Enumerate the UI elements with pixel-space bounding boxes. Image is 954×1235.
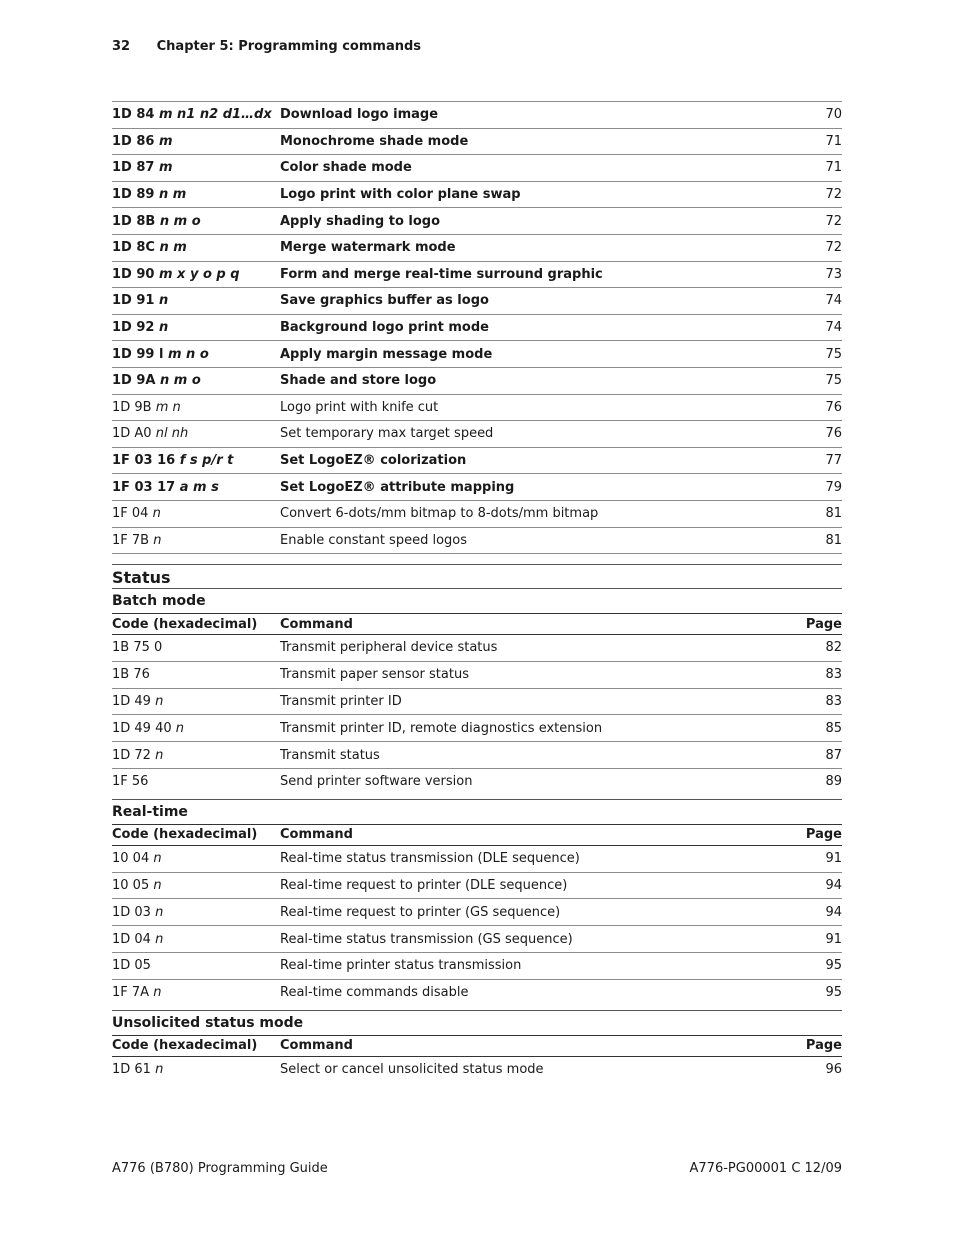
command-name: Real-time status transmission (DLE sequence)	[280, 851, 580, 867]
page-ref: 83	[785, 661, 842, 688]
table-row	[112, 208, 842, 235]
page-ref: 72	[815, 234, 842, 261]
table-row	[112, 261, 842, 288]
col-command-header: Command	[280, 824, 782, 845]
table-row	[112, 447, 842, 474]
page-ref: 75	[815, 367, 842, 394]
command-name: Transmit peripheral device status	[280, 640, 498, 656]
command-name: Real-time request to printer (GS sequence)	[280, 899, 782, 926]
table-row	[112, 926, 842, 953]
command-code	[112, 208, 280, 235]
table-row	[112, 979, 842, 1005]
command-code	[112, 769, 280, 795]
page-content	[112, 101, 842, 1086]
code-arguments: n	[155, 904, 164, 920]
command-code	[112, 742, 280, 769]
code-arguments: n	[153, 878, 162, 894]
table-row	[112, 953, 842, 980]
page-ref: 72	[815, 181, 842, 208]
hex-code: 1D 91	[112, 293, 155, 309]
hex-code: 1D A0	[112, 426, 152, 442]
command-name: Convert 6-dots/mm bitmap to 8-dots/mm bitmap	[280, 500, 815, 527]
hex-code: 1F 7A	[112, 985, 150, 1001]
code-arguments: n	[153, 985, 162, 1001]
page-ref: 73	[815, 261, 842, 288]
hex-code: 1D 49 40	[112, 720, 172, 736]
page-ref: 94	[782, 899, 842, 926]
code-arguments: m x y o p q	[158, 266, 240, 282]
code-arguments: m	[158, 160, 173, 176]
code-arguments: n m o	[160, 373, 201, 389]
hex-code: 1F 7B	[112, 532, 150, 548]
hex-code: 1B 76	[112, 667, 150, 683]
hex-code: 1D 89	[112, 187, 155, 203]
command-name: Transmit printer ID, remote diagnostics extension	[280, 715, 785, 742]
code-arguments: m n	[155, 399, 181, 415]
hex-code: 1D 9B	[112, 399, 152, 415]
code-arguments: n m	[159, 240, 187, 256]
page-ref: 77	[815, 447, 842, 474]
command-name: Send printer software version	[280, 769, 785, 795]
page-ref: 70	[815, 102, 842, 129]
command-code	[112, 926, 280, 953]
page-ref: 76	[815, 421, 842, 448]
command-name: Apply margin message mode	[280, 341, 815, 368]
command-name: Apply shading to logo	[280, 208, 815, 235]
hex-code: 1D 04	[112, 931, 151, 947]
table-row	[112, 341, 842, 368]
col-page-header: Page	[782, 824, 842, 845]
command-code	[112, 500, 280, 527]
code-arguments: m	[158, 133, 173, 149]
code-arguments: n	[175, 720, 185, 736]
hex-code: 1D 87	[112, 160, 155, 176]
page-ref: 75	[815, 341, 842, 368]
command-code	[112, 288, 280, 315]
command-code	[112, 872, 280, 899]
page-ref: 82	[825, 640, 842, 656]
col-page-header: Page	[785, 614, 842, 635]
page-ref: 81	[815, 527, 842, 554]
col-code-header: Code (hexadecimal)	[112, 614, 280, 635]
command-name: Download logo image	[280, 102, 815, 129]
table-row	[112, 128, 842, 155]
command-code	[112, 261, 280, 288]
page-ref: 72	[815, 208, 842, 235]
command-name: Real-time request to printer (DLE sequence)	[280, 872, 782, 899]
command-name: Color shade mode	[280, 155, 815, 182]
code-arguments: m n o	[167, 346, 209, 362]
code-arguments: n	[153, 851, 162, 867]
page-ref: 76	[815, 394, 842, 421]
table-row	[112, 688, 842, 715]
table-row	[112, 769, 842, 795]
table-row	[112, 155, 842, 182]
command-code	[112, 899, 280, 926]
col-code-header: Code (hexadecimal)	[112, 1035, 280, 1056]
command-code	[112, 688, 280, 715]
command-name: Transmit status	[280, 742, 785, 769]
command-name: Real-time printer status transmission	[280, 953, 782, 980]
command-code	[112, 367, 280, 394]
page-ref: 91	[782, 926, 842, 953]
command-code	[112, 314, 280, 341]
command-name: Set LogoEZ® attribute mapping	[280, 474, 815, 501]
hex-code: 1D 61	[112, 1062, 151, 1078]
table-row	[112, 527, 842, 554]
command-code	[112, 341, 280, 368]
hex-code: 1F 03 17	[112, 479, 176, 495]
hex-code: 1D 05	[112, 958, 151, 974]
page-header	[112, 39, 421, 54]
command-code	[112, 1056, 280, 1082]
unsolicited-status-title: Unsolicited status mode	[112, 1010, 842, 1035]
col-command-header: Command	[280, 1035, 774, 1056]
status-section-title: Status	[112, 564, 842, 588]
page-ref: 71	[815, 155, 842, 182]
command-name: Logo print with knife cut	[280, 394, 815, 421]
hex-code: 1D 86	[112, 133, 155, 149]
table-row	[112, 394, 842, 421]
page-ref: 91	[825, 851, 842, 867]
command-code	[112, 527, 280, 554]
page-ref: 85	[785, 715, 842, 742]
col-code-header: Code (hexadecimal)	[112, 824, 280, 845]
command-name: Merge watermark mode	[280, 234, 815, 261]
command-name: Background logo print mode	[280, 314, 815, 341]
page-ref: 95	[782, 953, 842, 980]
code-arguments: n	[153, 532, 162, 548]
hex-code: 1F 04	[112, 506, 149, 522]
table-row	[112, 234, 842, 261]
hex-code: 1D 8C	[112, 240, 155, 256]
code-arguments: n m	[158, 187, 187, 203]
command-code	[112, 394, 280, 421]
hex-code: 1F 03 16	[112, 453, 176, 469]
command-name: Transmit printer ID	[280, 688, 785, 715]
code-arguments: n	[155, 931, 164, 947]
table-row	[112, 872, 842, 899]
command-name: Monochrome shade mode	[280, 128, 815, 155]
footer-guide-title: A776 (B780) Programming Guide	[112, 1161, 328, 1176]
command-code	[112, 181, 280, 208]
table-row	[112, 421, 842, 448]
hex-code: 1D 92	[112, 320, 159, 336]
page-number: 32	[112, 39, 131, 54]
table-row	[112, 715, 842, 742]
logo-commands-table	[112, 101, 842, 554]
command-name: Logo print with color plane swap	[280, 181, 815, 208]
command-name: Set temporary max target speed	[280, 421, 815, 448]
command-code	[112, 102, 280, 129]
hex-code: 1D 99 l	[112, 346, 164, 362]
code-arguments: a m s	[179, 479, 219, 495]
col-page-header: Page	[774, 1035, 842, 1056]
code-arguments: n m o	[159, 213, 201, 229]
command-code	[112, 845, 280, 872]
page-ref: 95	[782, 979, 842, 1005]
hex-code: 1D 49	[112, 694, 151, 710]
chapter-title: Chapter 5: Programming commands	[156, 39, 422, 54]
page-ref: 74	[815, 288, 842, 315]
command-name: Real-time commands disable	[280, 979, 782, 1005]
real-time-table	[112, 824, 842, 1006]
command-code	[112, 474, 280, 501]
page-ref: 96	[825, 1062, 842, 1078]
hex-code: 1D 90	[112, 266, 155, 282]
command-code	[112, 953, 280, 980]
command-name: Save graphics buffer as logo	[280, 288, 815, 315]
code-arguments: n	[158, 293, 169, 309]
table-row	[112, 742, 842, 769]
command-name: Real-time status transmission (GS sequence)	[280, 926, 782, 953]
hex-code: 1D 9A	[112, 373, 156, 389]
batch-mode-table	[112, 613, 842, 795]
hex-code: 1B 75 0	[112, 640, 163, 656]
page-ref: 74	[815, 314, 842, 341]
table-row	[112, 899, 842, 926]
hex-code: 1D 03	[112, 904, 151, 920]
footer-doc-number: A776-PG00001 C 12/09	[689, 1161, 842, 1176]
table-row	[112, 474, 842, 501]
table-row	[112, 102, 842, 129]
command-code	[112, 715, 280, 742]
page-ref: 71	[815, 128, 842, 155]
page-ref: 79	[815, 474, 842, 501]
command-name: Set LogoEZ® colorization	[280, 447, 815, 474]
table-row	[112, 181, 842, 208]
command-name: Form and merge real-time surround graphic	[280, 261, 815, 288]
table-row	[112, 1056, 842, 1082]
command-code	[112, 661, 280, 688]
command-code	[112, 128, 280, 155]
table-header-row	[112, 614, 842, 635]
page-ref: 87	[785, 742, 842, 769]
page-ref: 94	[782, 872, 842, 899]
command-name: Shade and store logo	[280, 367, 815, 394]
table-row	[112, 500, 842, 527]
code-arguments: n	[158, 320, 169, 336]
command-name: Enable constant speed logos	[280, 527, 815, 554]
page-ref: 81	[815, 500, 842, 527]
unsolicited-status-table	[112, 1035, 842, 1083]
command-code	[112, 635, 280, 662]
command-name: Select or cancel unsolicited status mode	[280, 1062, 544, 1078]
code-arguments: f s p/r t	[179, 453, 234, 469]
command-code	[112, 421, 280, 448]
page-ref: 89	[785, 769, 842, 795]
table-header-row	[112, 1035, 842, 1056]
table-row	[112, 314, 842, 341]
command-code	[112, 234, 280, 261]
code-arguments: m n1 n2 d1…dx	[158, 107, 272, 123]
command-name: Transmit paper sensor status	[280, 661, 785, 688]
code-arguments: n	[155, 694, 164, 710]
table-header-row	[112, 824, 842, 845]
table-row	[112, 288, 842, 315]
command-code	[112, 979, 280, 1005]
hex-code: 1D 84	[112, 107, 155, 123]
hex-code: 1F 56	[112, 774, 149, 790]
real-time-title: Real-time	[112, 799, 842, 824]
command-code	[112, 155, 280, 182]
code-arguments: n	[155, 1062, 164, 1078]
hex-code: 1D 72	[112, 747, 151, 763]
table-row	[112, 367, 842, 394]
batch-mode-title: Batch mode	[112, 588, 842, 613]
command-code	[112, 447, 280, 474]
code-arguments: n	[155, 747, 164, 763]
code-arguments: n	[152, 506, 161, 522]
code-arguments: nl nh	[155, 426, 189, 442]
table-row	[112, 845, 842, 872]
table-row	[112, 661, 842, 688]
col-command-header: Command	[280, 614, 785, 635]
hex-code: 10 04	[112, 851, 150, 867]
hex-code: 1D 8B	[112, 213, 156, 229]
table-row	[112, 635, 842, 662]
hex-code: 10 05	[112, 878, 150, 894]
page-ref: 83	[785, 688, 842, 715]
